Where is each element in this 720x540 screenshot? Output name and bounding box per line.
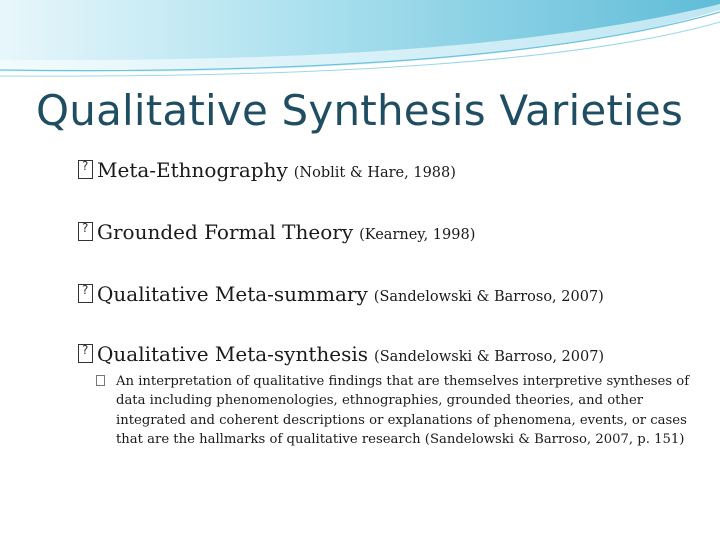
bullet-citation: (Sandelowski & Barroso, 2007)	[374, 349, 605, 365]
header-wave-decoration	[0, 0, 720, 90]
bullet-grounded-formal-theory	[78, 220, 475, 244]
slide-title: Qualitative Synthesis Varieties	[36, 86, 684, 135]
missing-glyph-box-icon	[78, 160, 93, 179]
bullet-qualitative-meta-synthesis	[78, 342, 604, 366]
missing-glyph-box-icon	[78, 344, 93, 363]
bullet-meta-ethnography	[78, 158, 456, 182]
bullet-qualitative-meta-summary	[78, 282, 604, 306]
small-square-icon	[96, 375, 105, 386]
missing-glyph-box-icon	[78, 222, 93, 241]
bullet-citation: (Noblit & Hare, 1988)	[293, 165, 456, 181]
bullet-citation: (Sandelowski & Barroso, 2007)	[373, 289, 604, 305]
missing-glyph-box-icon	[78, 284, 93, 303]
bullet-label: Qualitative Meta-summary	[97, 282, 368, 306]
sub-bullet-text: An interpretation of qualitative findings that are themselves interpretive syntheses of data including phenomenologies, ethnographies, grounded theories, and other integrated and coherent descriptions or explanations of phenomena, events, or cases that are the hallmarks of qualitative research (Sandelowski & Barroso, 2007, p. 151)	[116, 374, 690, 448]
bullet-label: Meta-Ethnography	[97, 158, 288, 182]
bullet-label: Grounded Formal Theory	[97, 220, 354, 244]
bullet-label: Qualitative Meta-synthesis	[97, 342, 369, 366]
sub-bullet-definition	[96, 372, 696, 450]
bullet-citation: (Kearney, 1998)	[359, 227, 476, 243]
